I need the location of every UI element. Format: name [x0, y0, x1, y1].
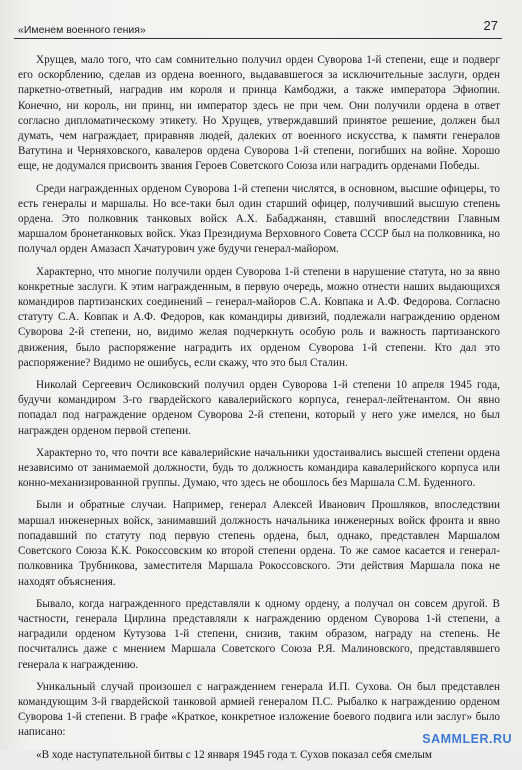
article-body — [18, 53, 500, 770]
paragraph: Уникальный случай произошел с награждением генерала И.П. Сухова. Он был представлен командующим 3-й гвардейской танковой армией генералом П.С. Рыбалко к награждению орденом Суворова 1-й степени. В графе «Краткое, конкретное изложение боевого подвига или заслуг» было написано: — [18, 680, 500, 739]
paragraph: Хрущев, мало того, что сам сомнительно получил орден Суворова 1-й степени, еще и подверг его оскорблению, сделав из ордена военного, выдававшегося за исключительные заслуги, орден паркетно-ответный, наградив им короля и принца Камбоджи, а также императора Эфиопии. Конечно, ни король, ни принц, ни император здесь не при чем. Они получили ордена в ответ согласно дипломатическому этикету. Но Хрущев, утверждавший принятое решение, должен был думать, чем награждает, приравняв людей, далеких от военного искусства, к памяти генералов Ватутина и Черняховского, кавалеров ордена Суворова 1-й степени, погибших на войне. Хорошо еще, не додумался присвоить звания Героев Советского Союза или наградить орденами Победы. — [18, 54, 500, 173]
paragraph: Бывало, когда награжденного представляли к одному ордену, а получал он совсем другой. В частности, генерала Цирлина представляли к награждению орденом Суворова 1-й степени, а наградили орденом Кутузова 1-й степени, снизив, таким образом, награду на степень. Не посчитались даже с мнением Маршала Советского Союза Р.Я. Малиновского, представлявшего генерала к награждению. — [18, 597, 500, 671]
header-rule — [14, 38, 502, 39]
running-title: «Именем военного гения» — [18, 24, 146, 36]
page-header — [14, 20, 502, 40]
page-number: 27 — [483, 18, 498, 33]
paragraph: «В ходе наступательной битвы с 12 января 1945 года т. Сухов показал себя смелым — [36, 748, 432, 761]
paragraph: Николай Сергеевич Осликовский получил орден Суворова 1-й степени 10 апреля 1945 года, будучи командиром 3-го гвардейского кавалерийского корпуса, генерал-лейтенантом. Он явно попадал под награждение орденом Суворова 2-й степени, который у него уже имелся, но был награжден орденом первой степени. — [18, 379, 500, 437]
paragraph: Были и обратные случаи. Например, генерал Алексей Иванович Прошляков, впоследствии маршал инженерных войск, занимавший должность начальника инженерных войск фронта и явно попадавший по статуту под первую степень ордена, был, однако, представлен Маршалом Советского Союза К.К. Рокоссовским ко второй степени ордена. То же самое касается и генерал-полковника Трубникова, заместителя Маршала Рокоссовского. Эти действия Маршала пока не находят объяснения. — [18, 499, 500, 588]
paragraph: Характерно, что многие получили орден Суворова 1-й степени в нарушение статута, но за явно конкретные заслуги. К этим награжденным, в первую очередь, можно отнести наших выдающихся командиров партизанских соединений – генерал-майоров С.А. Ковпака и А.Ф. Федорова. Согласно статуту С.А. Ковпак и А.Ф. Федоров, как командиры дивизий, подлежали награждению орденом Суворова 2-й степени, но, видимо желая подчеркнуть особую роль и важность партизанского движения, было распоряжение наградить их орденом Суворова 1-й степени. Кто дал это распоряжение? Видимо не ошибусь, если скажу, что это был Сталин. — [18, 265, 500, 369]
watermark: SAMMLER.RU — [422, 732, 512, 746]
paragraph: Характерно то, что почти все кавалерийские начальники удостаивались высшей степени ордена независимо от занимаемой должности, будь то должность командира кавалерийского корпуса или конно-механизированной группы. Думаю, что здесь не обошлось без Маршала С.М. Буденного. — [18, 446, 500, 490]
paragraph: Среди награжденных орденом Суворова 1-й степени числятся, в основном, высшие офицеры, то есть генералы и маршалы. Но все-таки был один старший офицер, получивший высшую степень ордена. Это полковник танковых войск А.Х. Бабаджанян, ставший впоследствии Главным маршалом бронетанковых войск. Указ Президиума Верховного Совета СССР был на полковника, но получал орден Амазасп Хачатурович уже будучи генерал-майором. — [18, 182, 500, 256]
